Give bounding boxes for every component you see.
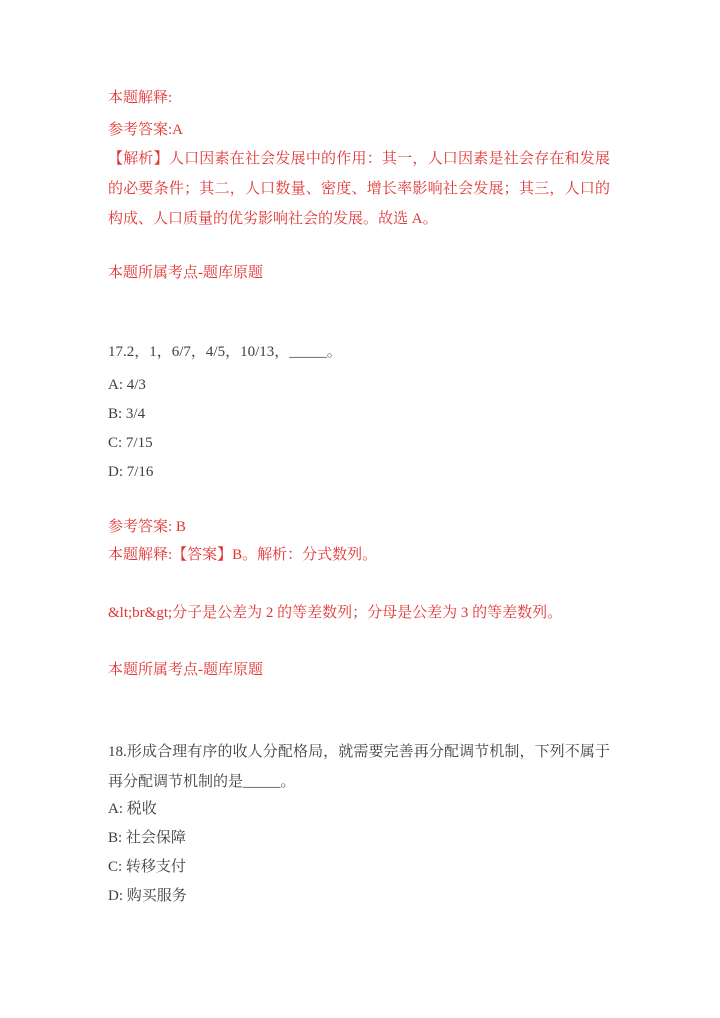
question-17-options <box>108 371 610 487</box>
question-18-options <box>108 795 610 911</box>
reference-answer-line: 参考答案:A <box>108 122 184 138</box>
option-17-d: D: 7/16 <box>108 464 154 480</box>
reference-answer-line-17: 参考答案: B <box>108 519 186 535</box>
option-18-d: D: 购买服务 <box>108 888 187 904</box>
option-18-b: B: 社会保障 <box>108 830 186 846</box>
explanation-label: 本题解释: <box>108 90 173 106</box>
option-17-a: A: 4/3 <box>108 377 146 393</box>
analysis-note-17: &lt;br&gt;分子是公差为 2 的等差数列；分母是公差为 3 的等差数列。 <box>108 605 563 621</box>
option-18-a: A: 税收 <box>108 801 157 817</box>
option-17-c: C: 7/15 <box>108 435 153 451</box>
topic-source-line: 本题所属考点-题库原题 <box>108 265 263 281</box>
topic-source-line-17: 本题所属考点-题库原题 <box>108 662 263 678</box>
question-18-stem: 18.形成合理有序的收人分配格局，就需要完善再分配调节机制，下列不属于再分配调节机制的是_____。 <box>108 744 610 790</box>
question-17-stem: 17.2，1，6/7，4/5，10/13，_____。 <box>108 344 342 360</box>
analysis-paragraph: 【解析】人口因素在社会发展中的作用：其一，人口因素是社会存在和发展的必要条件；其二，人口数量、密度、增长率影响社会发展；其三，人口的构成、人口质量的优劣影响社会的发展。故选 A。 <box>108 151 610 227</box>
option-17-b: B: 3/4 <box>108 406 146 422</box>
explanation-line-17: 本题解释:【答案】B。解析：分式数列。 <box>108 547 378 563</box>
option-18-c: C: 转移支付 <box>108 859 186 875</box>
